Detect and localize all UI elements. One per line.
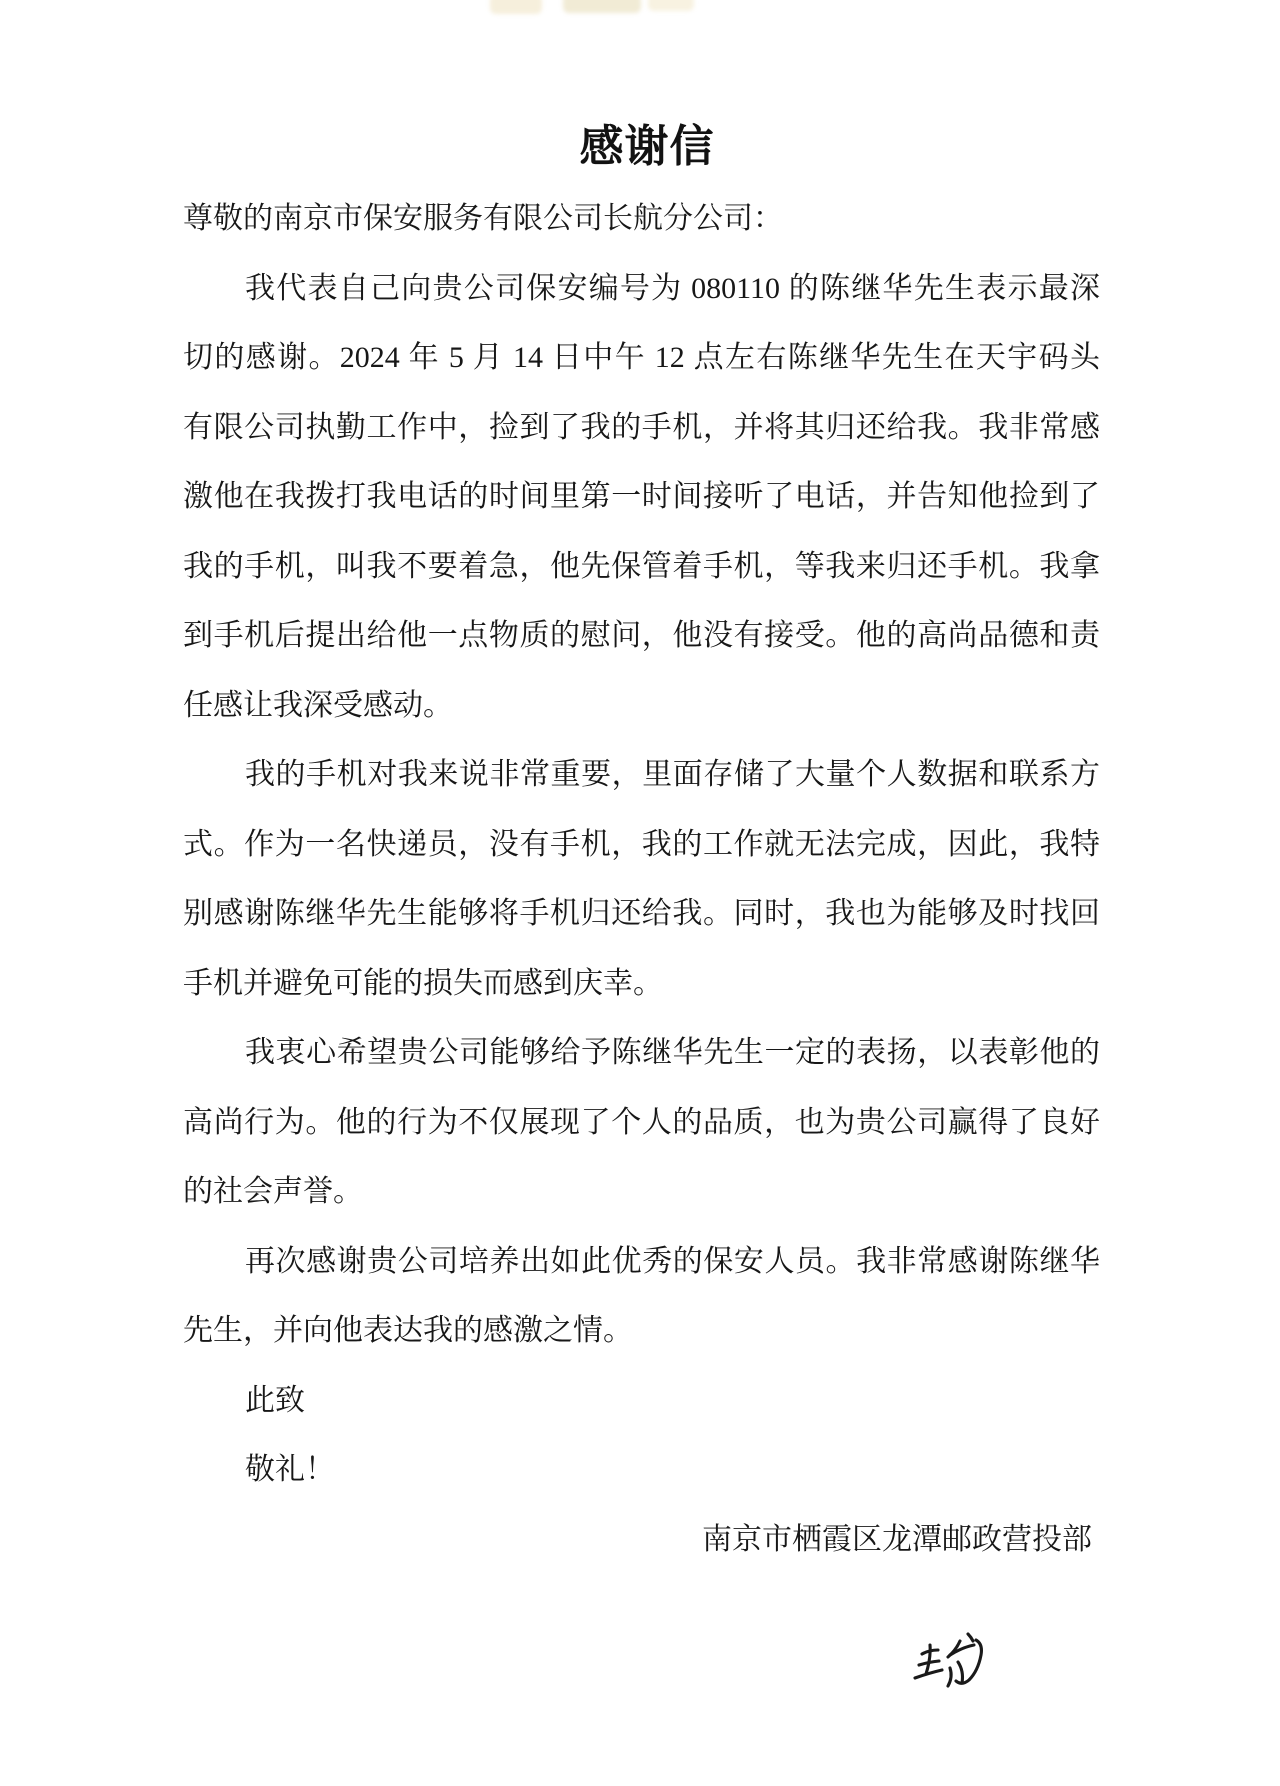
letter-line: 的社会声誉。 — [183, 1175, 363, 1208]
letter-line: 高尚行为。他的行为不仅展现了个人的品质，也为贵公司赢得了良好 — [183, 1105, 1100, 1139]
letter-line: 切的感谢。2024 年 5 月 14 日中午 12 点左右陈继华先生在天宇码头 — [183, 341, 1100, 374]
letter-line: 到手机后提出给他一点物质的慰问，他没有接受。他的高尚品德和责 — [183, 619, 1100, 652]
bleed-mark-icon — [490, 0, 542, 14]
letter-title: 感谢信 — [579, 122, 715, 171]
letter-line: 有限公司执勤工作中，捡到了我的手机，并将其归还给我。我非常感 — [183, 410, 1100, 444]
letter-line: 激他在我拨打我电话的时间里第一时间接听了电话，并告知他捡到了 — [183, 480, 1100, 513]
bleed-mark-icon — [648, 0, 694, 11]
letter-line: 我衷心希望贵公司能够给予陈继华先生一定的表扬，以表彰他的 — [245, 1036, 1100, 1069]
closing-jingli-line: 敬礼！ — [245, 1453, 335, 1486]
letter-line: 我的手机对我来说非常重要，里面存储了大量个人数据和联系方 — [245, 758, 1100, 791]
letter-line: 别感谢陈继华先生能够将手机归还给我。同时，我也为能够及时找回 — [183, 897, 1100, 930]
letter-body — [183, 184, 1100, 1574]
closing-cizhi-line: 此致 — [245, 1383, 305, 1417]
handwritten-signature-icon — [905, 1628, 1005, 1700]
letter-line: 我代表自己向贵公司保安编号为 080110 的陈继华先生表示最深 — [245, 271, 1100, 305]
letter-line: 先生，并向他表达我的感激之情。 — [183, 1314, 633, 1347]
letter-line: 手机并避免可能的损失而感到庆幸。 — [183, 966, 663, 1000]
salutation-line: 尊敬的南京市保安服务有限公司长航分公司： — [183, 202, 783, 235]
letter-line: 再次感谢贵公司培养出如此优秀的保安人员。我非常感谢陈继华 — [245, 1244, 1100, 1278]
signoff-organization-line: 南京市栖霞区龙潭邮政营投部 — [702, 1522, 1092, 1556]
letter-line: 我的手机，叫我不要着急，他先保管着手机，等我来归还手机。我拿 — [183, 549, 1100, 583]
bleed-mark-icon — [563, 0, 641, 13]
letter-line: 任感让我深受感动。 — [183, 688, 453, 722]
letter-line: 式。作为一名快递员，没有手机，我的工作就无法完成，因此，我特 — [183, 827, 1100, 861]
